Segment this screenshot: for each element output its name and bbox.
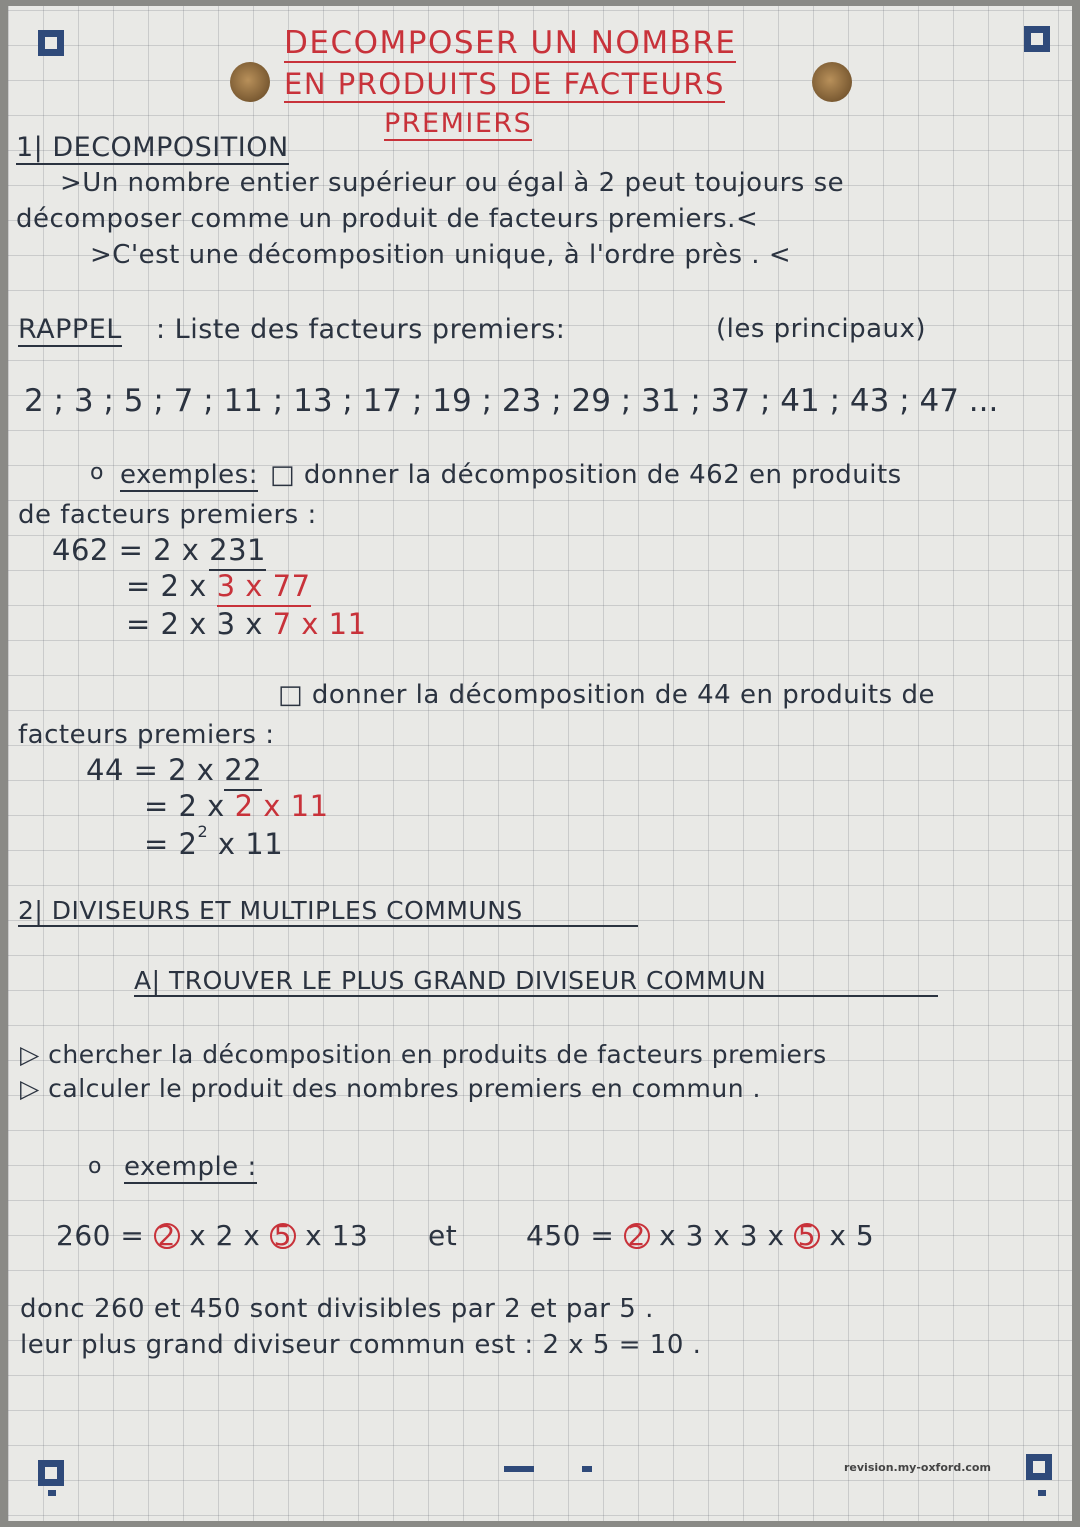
example3-a-prefix: 260 =: [56, 1219, 154, 1252]
example2-intro-line1: □ donner la décomposition de 44 en produits de: [278, 680, 935, 710]
prime-list: 2 ; 3 ; 5 ; 7 ; 11 ; 13 ; 17 ; 19 ; 23 ; 29 ; 31 ; 37 ; 41 ; 43 ; 47 ...: [24, 383, 999, 419]
example3-et: et: [428, 1219, 458, 1252]
example3-b-circled-2: 2: [624, 1223, 650, 1249]
example2-step1-left: 44 = 2 x: [86, 753, 225, 787]
corner-marker-bottom-left: [38, 1460, 64, 1486]
example2-step1-red: 22: [224, 753, 262, 791]
footer-mark-1: [504, 1466, 534, 1472]
page-mark-left: [48, 1490, 56, 1496]
corner-marker-top-right: [1024, 26, 1050, 52]
example2-step3-exponent: 2: [197, 822, 209, 841]
example3-a-suffix: x 13: [295, 1219, 369, 1252]
page-mark-right: [1038, 1490, 1046, 1496]
rappel-text: : Liste des facteurs premiers:: [156, 314, 566, 345]
section1-line3: >C'est une décomposition unique, à l'ordre près . <: [90, 240, 792, 270]
example2-intro-line2: facteurs premiers :: [18, 720, 275, 750]
example3-bullet: o: [88, 1154, 102, 1179]
sectionA-step2: ▷ calculer le produit des nombres premiers en commun .: [20, 1074, 761, 1103]
example3-a-circled-2: 2: [154, 1223, 180, 1249]
example1-step1-red: 231: [209, 533, 266, 571]
example3-b-prefix: 450 =: [526, 1219, 624, 1252]
example3-b-suffix: x 5: [819, 1219, 875, 1252]
title-line-1: DECOMPOSER UN NOMBRE: [284, 25, 737, 61]
example1-step1-left: 462 = 2 x: [52, 533, 210, 567]
binder-hole-right: [812, 62, 852, 102]
corner-marker-bottom-right: [1026, 1454, 1052, 1480]
example3-expr-260: [56, 1219, 369, 1252]
example2-step2-left: = 2 x: [144, 789, 235, 823]
example2-step3-base: = 2: [144, 827, 198, 861]
example1-intro-line2: de facteurs premiers :: [18, 500, 317, 530]
section1-line2: décomposer comme un produit de facteurs premiers.<: [16, 204, 759, 234]
example3-label: exemple :: [124, 1152, 257, 1182]
example3-conclusion1: donc 260 et 450 sont divisibles par 2 et par 5 .: [20, 1294, 654, 1324]
example1-step2-red: 3 x 77: [217, 569, 311, 607]
title-line-3: PREMIERS: [384, 108, 533, 139]
corner-marker-top-left: [38, 30, 64, 56]
sectionA-heading: A| TROUVER LE PLUS GRAND DIVISEUR COMMUN: [134, 968, 938, 997]
example3-expr-450: [526, 1219, 875, 1252]
footer-site: revision.my-oxford.com: [844, 1461, 991, 1474]
section2-heading: 2| DIVISEURS ET MULTIPLES COMMUNS: [18, 898, 638, 927]
example2-step3-rest: x 11: [208, 827, 284, 861]
example2-step2: [144, 789, 329, 823]
example1-step3: [126, 607, 367, 641]
notebook-page: [8, 6, 1072, 1521]
footer-mark-2: [582, 1466, 592, 1472]
example2-step2-red: 2 x 11: [234, 789, 329, 823]
example1-bullet: o: [90, 460, 104, 485]
example1-intro-line1: □ donner la décomposition de 462 en produits: [270, 460, 902, 490]
sectionA-step1: ▷ chercher la décomposition en produits de facteurs premiers: [20, 1040, 827, 1069]
section1-heading: 1| DECOMPOSITION: [16, 132, 289, 163]
section1-line1: >Un nombre entier supérieur ou égal à 2 peut toujours se: [60, 168, 845, 198]
example1-step2-left: = 2 x: [126, 569, 217, 603]
rappel-note: (les principaux): [716, 314, 927, 344]
example3-a-mid: x 2 x: [179, 1219, 270, 1252]
example3-b-circled-5: 5: [794, 1223, 820, 1249]
example1-step3-left: = 2 x 3 x: [126, 607, 273, 641]
example3-conclusion2: leur plus grand diviseur commun est : 2 x 5 = 10 .: [20, 1330, 702, 1360]
title-line-2: EN PRODUITS DE FACTEURS: [284, 67, 725, 101]
example1-step1: [52, 533, 266, 567]
example3-b-mid: x 3 x 3 x: [649, 1219, 794, 1252]
rappel-label: RAPPEL: [18, 314, 122, 345]
example3-a-circled-5: 5: [270, 1223, 296, 1249]
example1-step3-red: 7 x 11: [272, 607, 367, 641]
example2-step3: [144, 822, 284, 861]
example1-step2: [126, 569, 311, 603]
binder-hole-left: [230, 62, 270, 102]
example2-step1: [86, 753, 263, 787]
example1-label: exemples:: [120, 460, 258, 490]
